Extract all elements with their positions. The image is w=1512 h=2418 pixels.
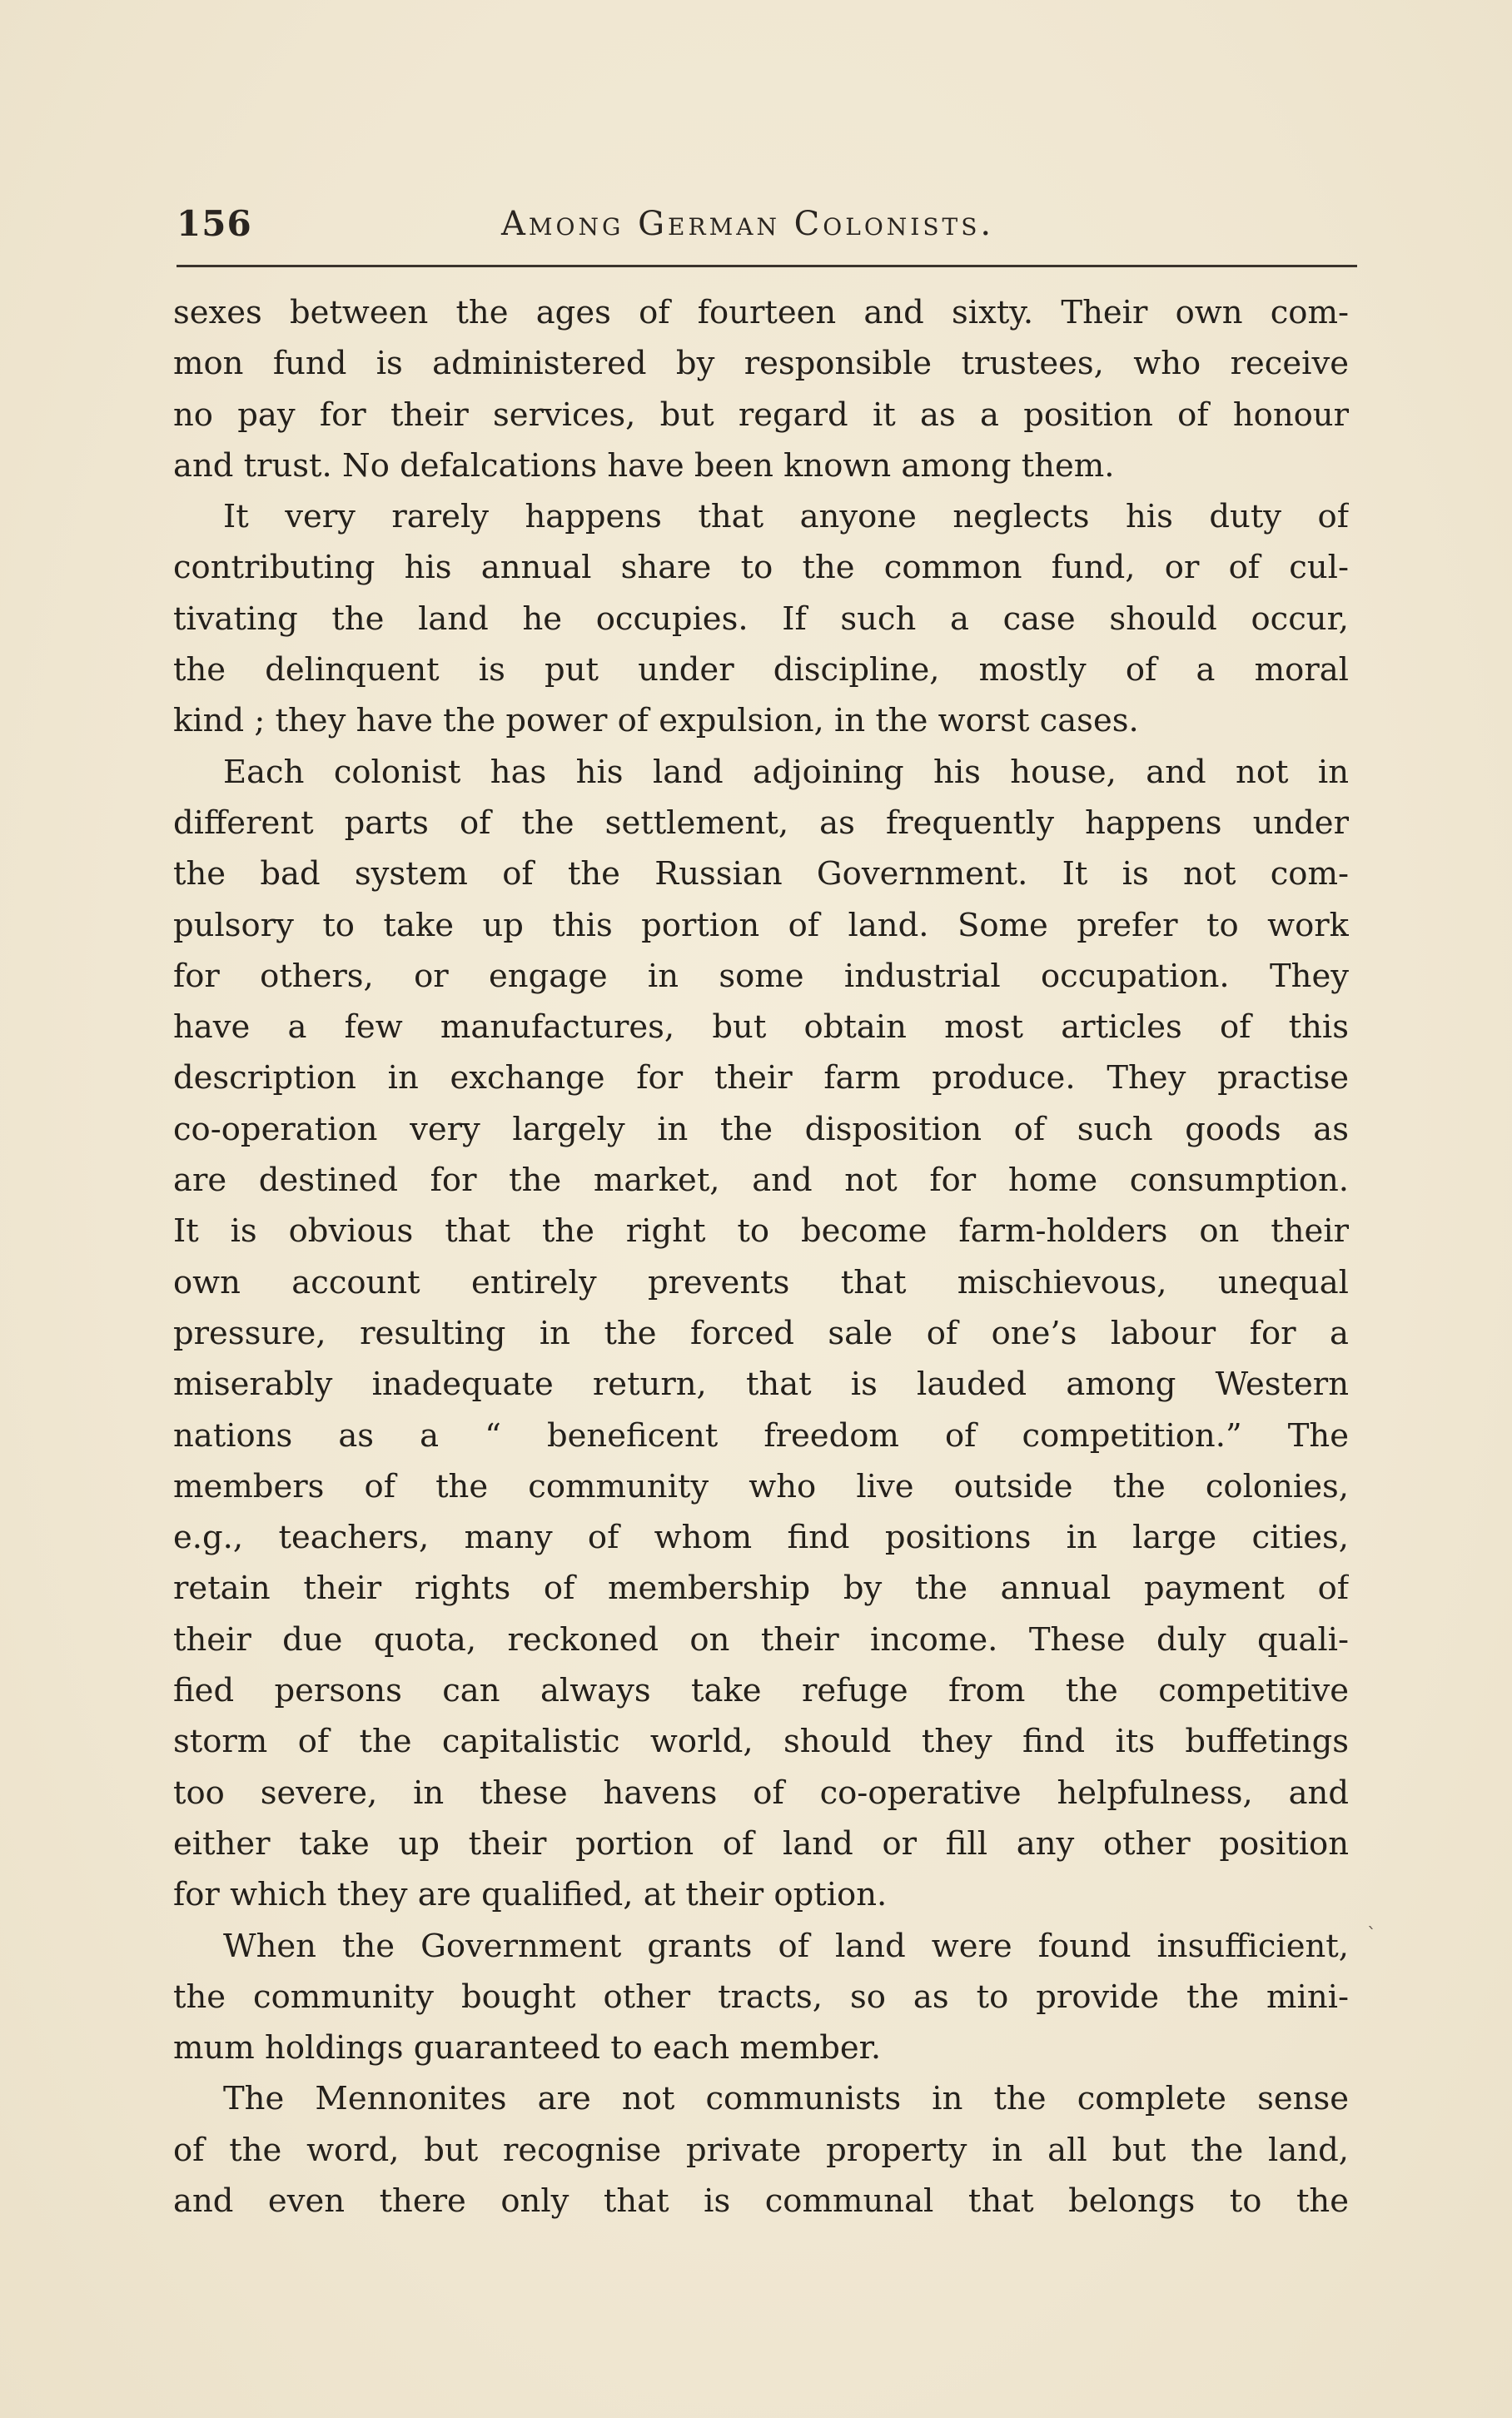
text-line: storm of the capitalistic world, should they find its buffetings: [173, 1723, 1349, 1761]
text-line: for others, or engage in some industrial occupation. They: [173, 957, 1349, 995]
text-line: contributing his annual share to the common fund, or of cul-: [173, 549, 1349, 587]
text-line: are destined for the market, and not for home consumption.: [173, 1162, 1349, 1200]
text-line: Each colonist has his land adjoining his house, and not in: [223, 753, 1349, 791]
text-line: their due quota, reckoned on their income. These duly quali-: [173, 1620, 1349, 1659]
body-text: [173, 287, 1349, 2226]
text-line: the bad system of the Russian Government. It is not com-: [173, 855, 1349, 893]
text-line: It is obvious that the right to become farm-holders on their: [173, 1212, 1349, 1251]
text-line: members of the community who live outside the colonies,: [173, 1467, 1349, 1505]
text-line: no pay for their services, but regard it as a position of honour: [173, 396, 1349, 434]
text-line: kind ; they have the power of expulsion, in the worst cases.: [173, 702, 1139, 740]
text-line: When the Government grants of land were found insufficient,: [223, 1927, 1349, 1965]
text-line: co-operation very largely in the disposition of such goods as: [173, 1110, 1349, 1148]
text-line: pressure, resulting in the forced sale of one’s labour for a: [173, 1314, 1349, 1352]
text-line: pulsory to take up this portion of land. Some prefer to work: [173, 906, 1349, 944]
margin-mark: ˋ: [1367, 1925, 1376, 1946]
text-line: sexes between the ages of fourteen and sixty. Their own com-: [173, 294, 1349, 331]
text-line: and even there only that is communal that belongs to the: [173, 2182, 1349, 2220]
page-header: [177, 203, 1355, 261]
text-line: own account entirely prevents that mischievous, unequal: [173, 1263, 1349, 1301]
running-title: Among German Colonists.: [501, 205, 995, 243]
text-line: the delinquent is put under discipline, mostly of a moral: [173, 651, 1349, 689]
text-line: for which they are qualified, at their option.: [173, 1876, 888, 1914]
text-line: mon fund is administered by responsible trustees, who receive: [173, 345, 1349, 383]
text-line: the community bought other tracts, so as to provide the mini-: [173, 1978, 1349, 2016]
text-line: either take up their portion of land or fill any other position: [173, 1824, 1349, 1863]
text-line: description in exchange for their farm produce. They practise: [173, 1059, 1349, 1097]
text-line: fied persons can always take refuge from the competitive: [173, 1672, 1349, 1710]
text-line: nations as a “ beneficent freedom of competition.” The: [173, 1416, 1349, 1455]
text-line: have a few manufactures, but obtain most articles of this: [173, 1008, 1349, 1047]
text-line: e.g., teachers, many of whom find positions in large cities,: [173, 1519, 1349, 1557]
text-line: different parts of the settlement, as frequently happens under: [173, 804, 1349, 842]
text-line: and trust. No defalcations have been known among them.: [173, 446, 1115, 485]
text-line: too severe, in these havens of co-operative helpfulness, and: [173, 1774, 1349, 1812]
header-rule: [177, 265, 1357, 267]
text-line: It very rarely happens that anyone neglects his duty of: [223, 498, 1349, 536]
text-line: of the word, but recognise private property in all but the land,: [173, 2131, 1349, 2169]
text-line: retain their rights of membership by the annual payment of: [173, 1570, 1349, 1608]
text-line: mum holdings guaranteed to each member.: [173, 2029, 882, 2067]
text-line: miserably inadequate return, that is lauded among Western: [173, 1366, 1349, 1404]
page-number: 156: [177, 203, 252, 244]
text-line: tivating the land he occupies. If such a case should occur,: [173, 600, 1349, 638]
text-line: The Mennonites are not communists in the complete sense: [223, 2080, 1349, 2118]
